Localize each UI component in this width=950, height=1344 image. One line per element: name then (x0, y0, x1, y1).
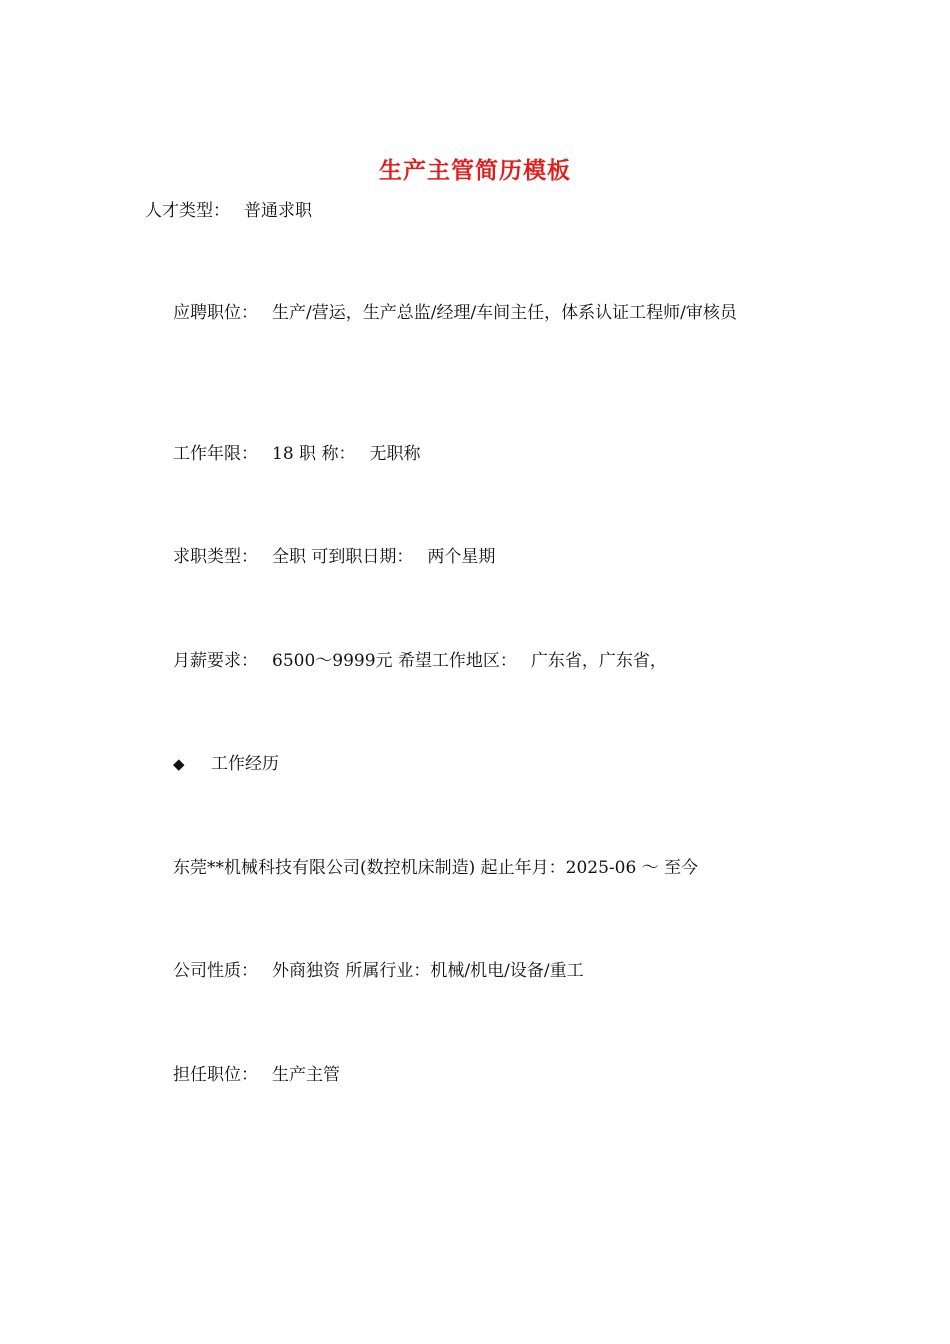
job-title-value: 无职称 (369, 444, 421, 464)
job-title-label: 职 称： (299, 444, 356, 464)
role-value: 生产主管 (272, 1065, 340, 1085)
years-label: 工作年限： (173, 444, 258, 464)
position-applied-value: 生产/营运，生产总监/经理/车间主任，体系认证工程师/审核员 (272, 303, 737, 323)
position-applied-row (145, 298, 805, 328)
period-label: 起止年月： (480, 858, 566, 878)
position-applied-label: 应聘职位： (173, 303, 258, 323)
salary-label: 月薪要求： (173, 651, 258, 671)
salary-value: 6500～9999元 (272, 651, 393, 671)
region-value: 广东省，广东省， (530, 651, 667, 671)
section-heading-row (173, 749, 279, 779)
role-label: 担任职位： (173, 1065, 258, 1085)
company-name: 东莞**机械科技有限公司(数控机床制造) (173, 858, 476, 878)
job-type-row (173, 542, 495, 572)
job-type-label: 求职类型： (173, 547, 258, 567)
talent-type-row (145, 196, 312, 226)
years-row (173, 439, 420, 469)
job-type-value: 全职 (272, 547, 306, 567)
years-value: 18 (272, 444, 294, 464)
page-title: 生产主管简历模板 (379, 157, 571, 184)
available-date-label: 可到职日期： (311, 547, 414, 567)
region-label: 希望工作地区： (397, 651, 517, 671)
role-row (173, 1060, 340, 1090)
company-nature-value: 外商独资 (272, 961, 340, 981)
company-nature-label: 公司性质： (173, 961, 258, 981)
talent-type-value: 普通求职 (244, 201, 312, 221)
company-nature-row (173, 956, 584, 986)
industry-value: 机械/机电/设备/重工 (430, 961, 584, 981)
company-row (173, 853, 698, 883)
section-heading: 工作经历 (211, 754, 279, 774)
diamond-bullet-icon: ◆ (173, 755, 185, 773)
available-date-value: 两个星期 (427, 547, 496, 567)
talent-type-label: 人才类型： (145, 201, 230, 221)
period-value: 2025-06 ～ 至今 (565, 858, 699, 878)
industry-label: 所属行业： (345, 961, 431, 981)
salary-row (173, 646, 667, 676)
